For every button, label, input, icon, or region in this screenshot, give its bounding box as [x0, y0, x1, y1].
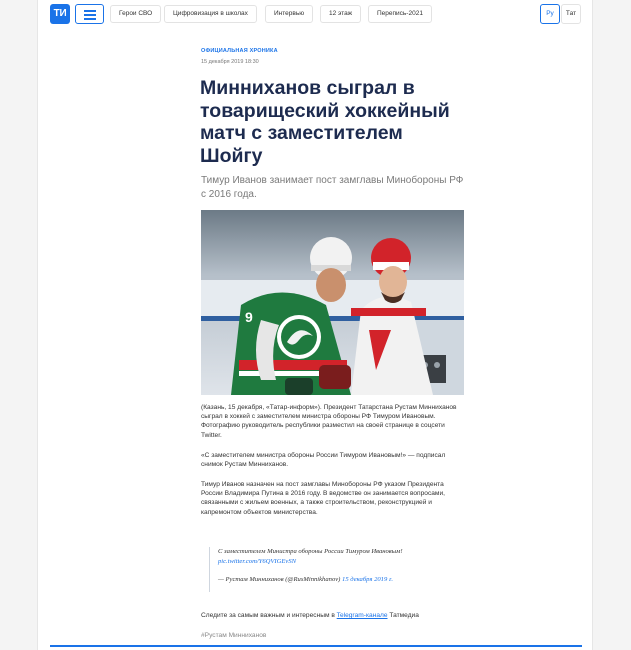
article-title: Минниханов сыграл в товарищеский хоккейный матч с заместителем Шойгу	[200, 77, 450, 167]
article-paragraph: Тимур Иванов назначен на пост замглавы Минобороны РФ указом Президента России Владимира Путина в 2016 году. В ведомстве он занимается вопросами, связанными с жильем военных, а также строительством, реконструкцией и капремонтом объектов министерства.	[201, 481, 445, 516]
page	[37, 0, 593, 650]
lang-tat-button[interactable]: Тат	[561, 4, 581, 24]
article-paragraph: (Казань, 15 декабря, «Татар-информ»). Президент Татарстана Рустам Минниханов сыграл в хоккей с заместителем министра обороны РФ Тимуром Ивановым. Фотографию руководитель республики разместил на своей странице в соцсети Twitter.	[201, 404, 457, 439]
subscribe-text: Следите за самым важным и интересным в	[201, 612, 335, 619]
tweet-text: С заместителем Министра обороны России Тимуром Ивановым!	[218, 548, 403, 555]
telegram-link[interactable]: Telegram-канале	[336, 612, 388, 619]
menu-button[interactable]	[75, 4, 104, 24]
nav-item-digitalization[interactable]: Цифровизация в школах	[164, 5, 257, 23]
svg-text:9: 9	[245, 309, 253, 325]
tweet-author: — Рустам Минниханов (@RusMinnikhanov)	[218, 576, 341, 583]
nav-item-heroes[interactable]: Герои СВО	[110, 5, 161, 23]
subscribe-line	[201, 612, 481, 619]
bottom-divider	[50, 645, 582, 647]
tweet-author-line	[218, 575, 469, 585]
article-lead: Тимур Иванов занимает пост замглавы Минобороны РФ с 2016 года.	[201, 175, 464, 200]
site-header	[38, 0, 594, 28]
site-logo[interactable]: ТИ	[50, 4, 70, 24]
article-paragraph: «С заместителем министра обороны России Тимуром Ивановым!» — подписал снимок Рустам Минниханов.	[201, 452, 446, 469]
menu-icon-line	[84, 18, 96, 20]
tweet-date-link[interactable]: 15 декабря 2019 г.	[342, 576, 394, 583]
nav-item-census[interactable]: Перепись-2021	[368, 5, 432, 23]
nav-item-12-floor[interactable]: 12 этаж	[320, 5, 361, 23]
embedded-tweet	[209, 547, 469, 592]
menu-icon-line	[84, 14, 96, 16]
lang-ru-button[interactable]: Ру	[540, 4, 560, 24]
subscribe-text-after: Татмедиа	[389, 612, 419, 619]
menu-icon-line	[84, 10, 96, 12]
article-tag[interactable]: #Рустам Минниханов	[201, 632, 267, 639]
article-date: 15 декабря 2019 18:30	[201, 59, 259, 65]
article-rubric[interactable]: ОФИЦИАЛЬНАЯ ХРОНИКА	[201, 48, 278, 54]
tweet-pic-link[interactable]: pic.twitter.com/Y6QVIGEvSN	[218, 558, 297, 565]
nav-item-interview[interactable]: Интервью	[265, 5, 313, 23]
article-photo[interactable]	[201, 210, 464, 395]
hockey-photo-illustration	[201, 210, 464, 395]
